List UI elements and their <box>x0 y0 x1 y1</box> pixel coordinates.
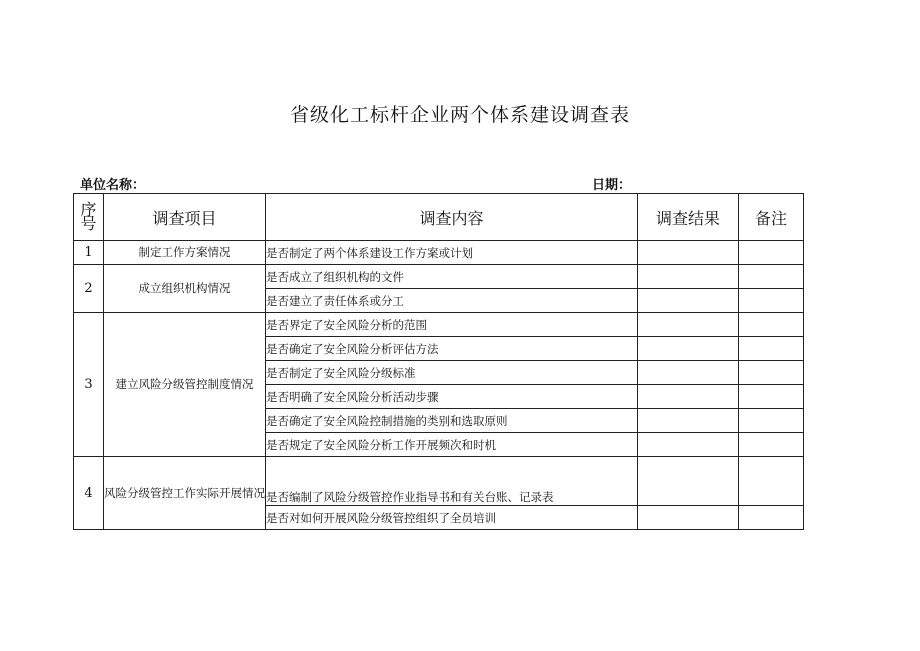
header-seq-line1: 序 <box>80 200 97 219</box>
result-cell[interactable] <box>638 361 739 385</box>
header-result: 调查结果 <box>638 194 739 241</box>
header-seq <box>74 194 104 241</box>
result-cell[interactable] <box>638 337 739 361</box>
group-number: 3 <box>74 313 104 457</box>
survey-question: 是否编制了风险分级管控作业指导书和有关台账、记录表 <box>266 457 638 506</box>
remark-cell[interactable] <box>739 433 804 457</box>
result-cell[interactable] <box>638 506 739 530</box>
result-cell[interactable] <box>638 385 739 409</box>
remark-cell[interactable] <box>739 457 804 506</box>
survey-question: 是否制定了两个体系建设工作方案或计划 <box>266 241 638 265</box>
survey-question: 是否确定了安全风险分析评估方法 <box>266 337 638 361</box>
survey-question: 是否成立了组织机构的文件 <box>266 265 638 289</box>
header-content: 调查内容 <box>266 194 638 241</box>
unit-name-label: 单位名称： <box>80 178 146 193</box>
survey-question: 是否制定了安全风险分级标准 <box>266 361 638 385</box>
table-row <box>74 457 804 506</box>
remark-cell[interactable] <box>739 265 804 289</box>
survey-table <box>73 193 804 530</box>
survey-question: 是否确定了安全风险控制措施的类别和选取原则 <box>266 409 638 433</box>
date-label: 日期： <box>592 178 632 193</box>
group-number: 2 <box>74 265 104 313</box>
remark-cell[interactable] <box>739 385 804 409</box>
survey-question: 是否规定了安全风险分析工作开展频次和时机 <box>266 433 638 457</box>
survey-question: 是否对如何开展风险分级管控组织了全员培训 <box>266 506 638 530</box>
remark-cell[interactable] <box>739 337 804 361</box>
survey-question: 是否界定了安全风险分析的范围 <box>266 313 638 337</box>
result-cell[interactable] <box>638 313 739 337</box>
group-number: 4 <box>74 457 104 530</box>
remark-cell[interactable] <box>739 289 804 313</box>
header-remark: 备注 <box>739 194 804 241</box>
header-row <box>74 194 804 241</box>
result-cell[interactable] <box>638 457 739 506</box>
survey-question: 是否建立了责任体系或分工 <box>266 289 638 313</box>
table-row <box>74 241 804 265</box>
remark-cell[interactable] <box>739 409 804 433</box>
document-title: 省级化工标杆企业两个体系建设调查表 <box>289 104 630 126</box>
result-cell[interactable] <box>638 409 739 433</box>
remark-cell[interactable] <box>739 241 804 265</box>
remark-cell[interactable] <box>739 506 804 530</box>
table-row <box>74 313 804 337</box>
header-seq-line2: 号 <box>80 214 97 233</box>
result-cell[interactable] <box>638 433 739 457</box>
survey-question: 是否明确了安全风险分析活动步骤 <box>266 385 638 409</box>
result-cell[interactable] <box>638 265 739 289</box>
survey-item: 风险分级管控工作实际开展情况 <box>104 457 266 530</box>
result-cell[interactable] <box>638 289 739 313</box>
header-item: 调查项目 <box>104 194 266 241</box>
survey-item: 制定工作方案情况 <box>104 241 266 265</box>
remark-cell[interactable] <box>739 361 804 385</box>
result-cell[interactable] <box>638 241 739 265</box>
table-row <box>74 265 804 289</box>
survey-item: 成立组织机构情况 <box>104 265 266 313</box>
survey-item: 建立风险分级管控制度情况 <box>104 313 266 457</box>
group-number: 1 <box>74 241 104 265</box>
remark-cell[interactable] <box>739 313 804 337</box>
